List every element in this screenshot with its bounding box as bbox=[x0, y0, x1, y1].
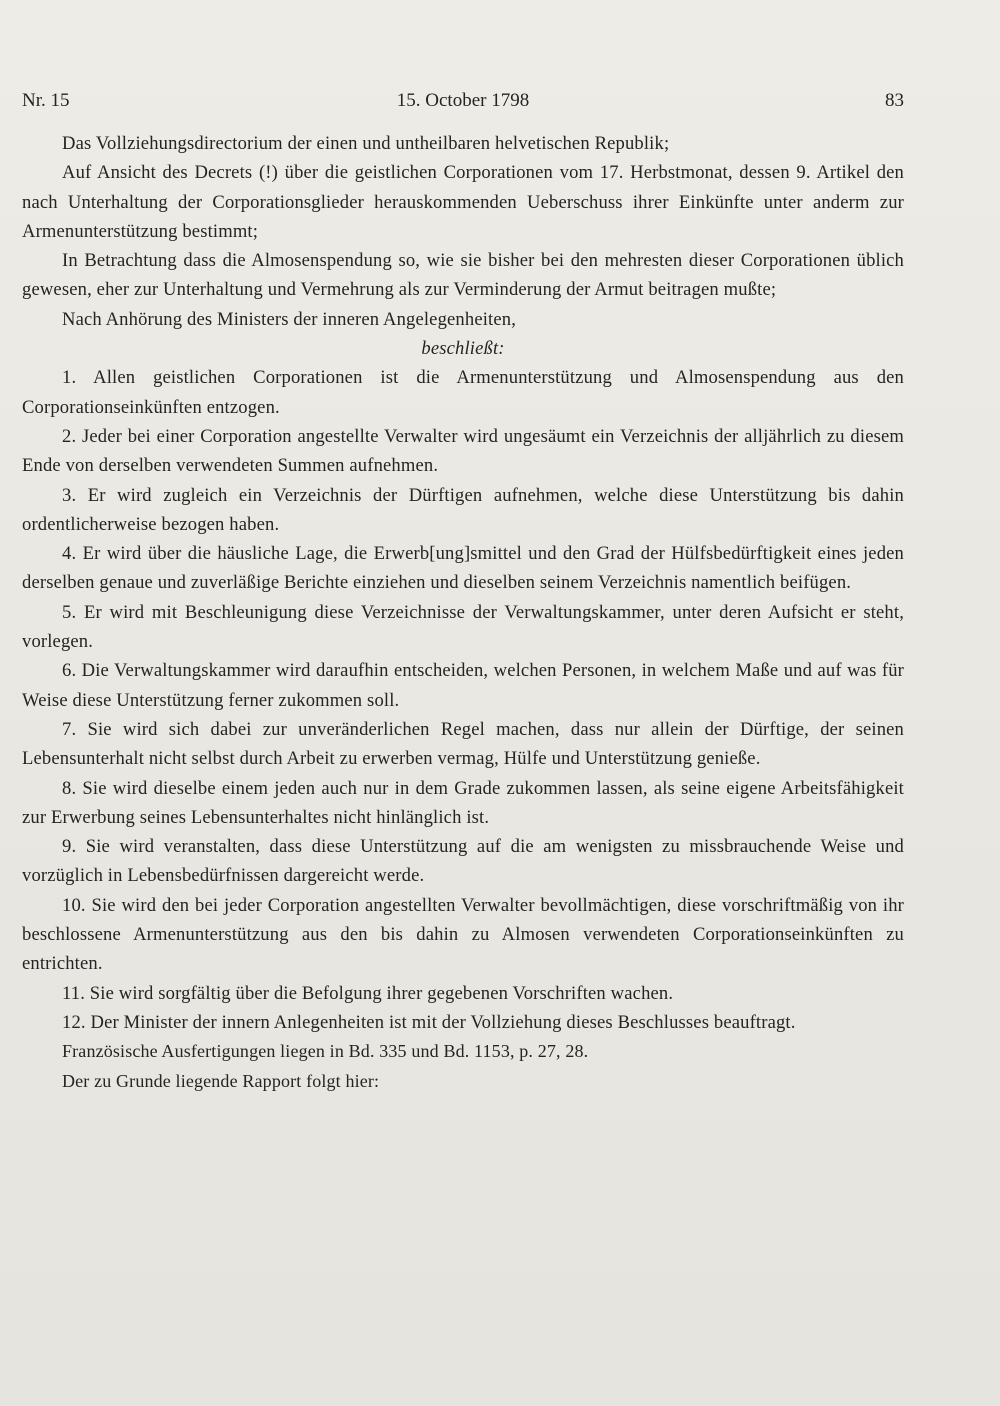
preamble-consideration: In Betrachtung dass die Almosenspendung so, wie sie bisher bei den mehresten dieser Corporationen üblich gewesen, eher zur Unterhaltung und Vermehrung als zur Verminderung der Armut beitragen mußte; bbox=[22, 250, 904, 301]
resolution-heading: beschließt: bbox=[421, 338, 505, 360]
article-12: 12. Der Minister der innern Anlegenheiten ist mit der Vollziehung dieses Beschlusses beauftragt. bbox=[62, 1011, 796, 1033]
article-3: 3. Er wird zugleich ein Verzeichnis der Dürftigen aufnehmen, welche diese Unterstützung bis dahin ordentlicherweise bezogen haben. bbox=[22, 484, 904, 535]
article-10: 10. Sie wird den bei jeder Corporation angestellten Verwalter bevollmächtigen, diese vorschriftmäßig von ihr beschlossene Armenunterstützung aus den bis dahin zu Almosen verwendeten Corporationseinkünften zu entrichten. bbox=[22, 894, 904, 975]
editorial-note-rapport: Der zu Grunde liegende Rapport folgt hier: bbox=[62, 1070, 380, 1091]
document-date: 15. October 1798 bbox=[396, 90, 530, 111]
article-2: 2. Jeder bei einer Corporation angestellte Verwalter wird ungesäumt ein Verzeichnis der alljährlich zu diesem Ende von derselben verwendeten Summen aufnehmen. bbox=[22, 425, 904, 477]
preamble-authority: Das Vollziehungsdirectorium der einen und untheilbaren helvetischen Republik; bbox=[62, 133, 670, 154]
decree-body bbox=[22, 129, 904, 1096]
document-number: Nr. 15 bbox=[22, 90, 70, 111]
article-11: 11. Sie wird sorgfältig über die Befolgung ihrer gegebenen Vorschriften wachen. bbox=[62, 982, 674, 1004]
running-header bbox=[22, 90, 904, 116]
article-5: 5. Er wird mit Beschleunigung diese Verzeichnisse der Verwaltungskammer, unter deren Aufsicht er steht, vorlegen. bbox=[22, 601, 904, 653]
article-4: 4. Er wird über die häusliche Lage, die Erwerb[ung]smittel und den Grad der Hülfsbedürftigkeit eines jeden derselben genaue und zuverläßige Berichte einziehen und dieselben seinem Verzeichnis namentlich beifügen. bbox=[22, 543, 904, 594]
page-number: 83 bbox=[885, 90, 904, 111]
preamble-consultation: Nach Anhörung des Ministers der inneren Angelegenheiten, bbox=[62, 308, 517, 330]
article-1: 1. Allen geistlichen Corporationen ist die Armenunterstützung und Almosenspendung aus den Corporationseinkünften entzogen. bbox=[22, 367, 904, 418]
preamble-decree-reference: Auf Ansicht des Decrets (!) über die geistlichen Corporationen vom 17. Herbstmonat, dessen 9. Artikel den nach Unterhaltung der Corporationsglieder herauskommenden Ueberschuss ihrer Einkünfte unter anderm zur Armenunterstützung bestimmt; bbox=[22, 162, 904, 242]
article-8: 8. Sie wird dieselbe einem jeden auch nur in dem Grade zukommen lassen, als seine eigene Arbeitsfähigkeit zur Erwerbung seines Lebensunterhaltes nicht hinlänglich ist. bbox=[22, 777, 904, 828]
article-6: 6. Die Verwaltungskammer wird daraufhin entscheiden, welchen Personen, in welchem Maße und auf was für Weise diese Unterstützung ferner zukommen soll. bbox=[22, 660, 904, 711]
article-7: 7. Sie wird sich dabei zur unveränderlichen Regel machen, dass nur allein der Dürftige, der seinen Lebensunterhalt nicht selbst durch Arbeit zu erwerben vermag, Hülfe und Unterstützung genieße. bbox=[22, 718, 904, 770]
editorial-note-sources: Französische Ausfertigungen liegen in Bd. 335 und Bd. 1153, p. 27, 28. bbox=[62, 1041, 589, 1062]
article-9: 9. Sie wird veranstalten, dass diese Unterstützung auf die am wenigsten zu missbrauchende Weise und vorzüglich in Lebensbedürfnissen dargereicht werde. bbox=[22, 836, 904, 887]
